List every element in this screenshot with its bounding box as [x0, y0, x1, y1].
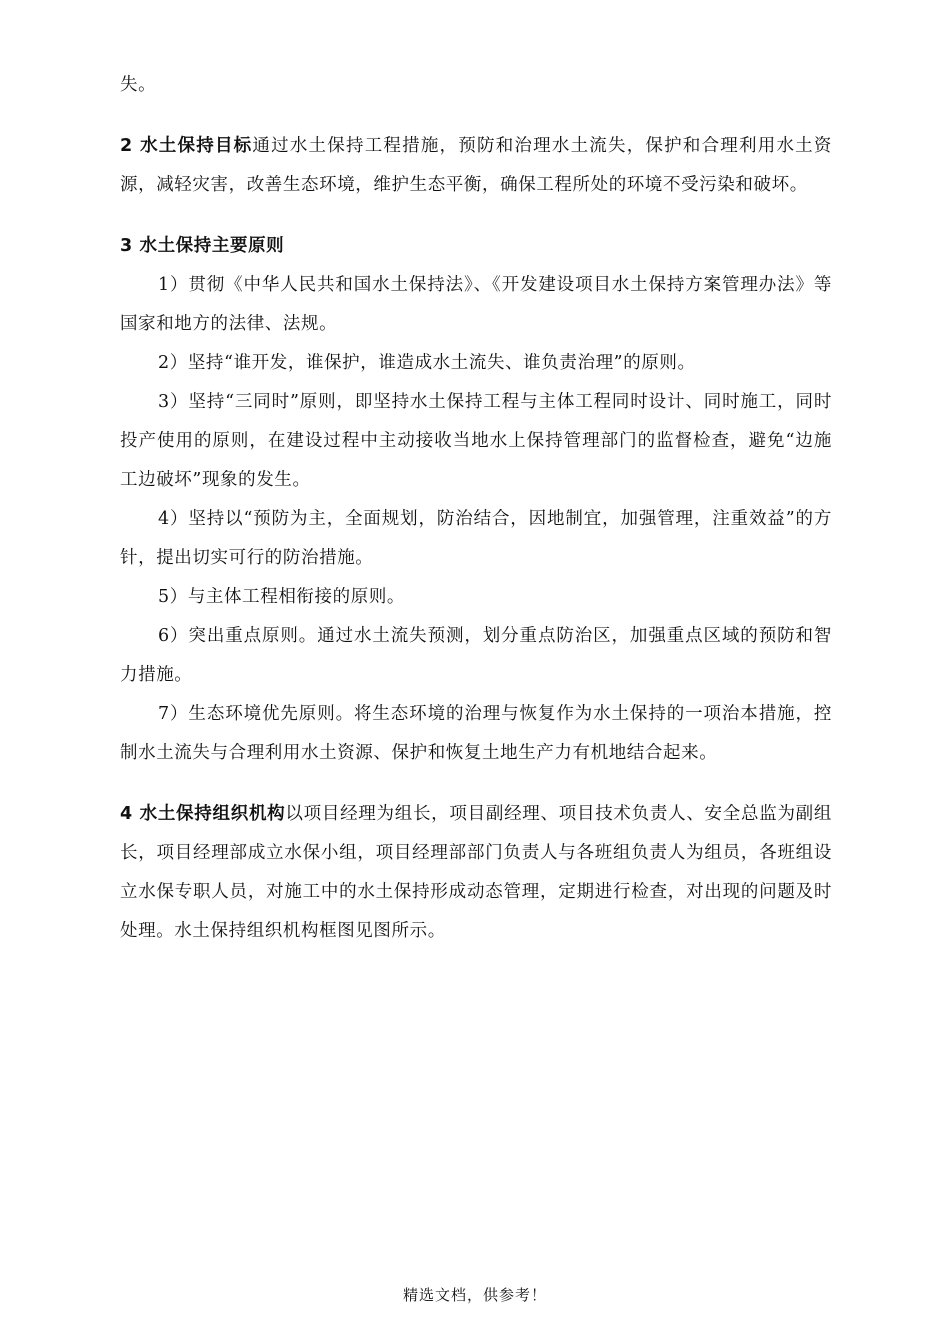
- continued-text: 失。: [120, 75, 157, 95]
- section-2-heading: 2 水土保持目标: [120, 136, 253, 156]
- page-footer: 精选文档，供参考！: [402, 1286, 547, 1304]
- principle-item-7: 7）生态环境优先原则。将生态环境的治理与恢复作为水土保持的一项治本措施，控制水土流失与合理利用水土资源、保护和恢复土地生产力有机地结合起来。: [120, 704, 832, 763]
- principle-item-6: 6）突出重点原则。通过水土流失预测，划分重点防治区，加强重点区域的预防和智力措施。: [120, 626, 832, 685]
- paragraph-gap: [120, 205, 832, 227]
- principle-item-4: 4）坚持以“预防为主，全面规划，防治结合，因地制宜，加强管理，注重效益”的方针，提出切实可行的防治措施。: [120, 509, 832, 568]
- principle-item-5: 5）与主体工程相衔接的原则。: [158, 587, 406, 607]
- document-content: [120, 66, 832, 951]
- section-3-paragraph: [120, 227, 832, 266]
- principle-item-3: 3）坚持“三同时”原则，即坚持水土保持工程与主体工程同时设计、同时施工，同时投产使用的原则，在建设过程中主动接收当地水上保持管理部门的监督检查，避免“边施工边破坏”现象的发生。: [120, 392, 832, 490]
- paragraph-gap: [120, 773, 832, 795]
- section-4-body: 以项目经理为组长，项目副经理、项目技术负责人、安全总监为副组长，项目经理部成立水保小组，项目经理部部门负责人与各班组负责人为组员，各班组设立水保专职人员，对施工中的水土保持形成动态管理，定期进行检查，对出现的问题及时处理。水土保持组织机构框图见图所示。: [120, 804, 832, 941]
- paragraph-gap: [120, 105, 832, 127]
- section-4-heading: 4 水土保持组织机构: [120, 804, 286, 824]
- section-3-heading: 3 水土保持主要原则: [120, 236, 285, 256]
- section-2-body: 通过水土保持工程措施，预防和治理水土流失，保护和合理利用水土资源，减轻灾害，改善生态环境，维护生态平衡，确保工程所处的环境不受污染和破坏。: [120, 136, 832, 195]
- principle-item-1: 1）贯彻《中华人民共和国水土保持法》、《开发建设项目水土保持方案管理办法》等国家和地方的法律、法规。: [120, 275, 832, 334]
- principle-item-2: 2）坚持“谁开发，谁保护，谁造成水土流失、谁负责治理”的原则。: [158, 353, 696, 373]
- section-2-paragraph: [120, 127, 832, 205]
- section-4-paragraph: [120, 795, 832, 951]
